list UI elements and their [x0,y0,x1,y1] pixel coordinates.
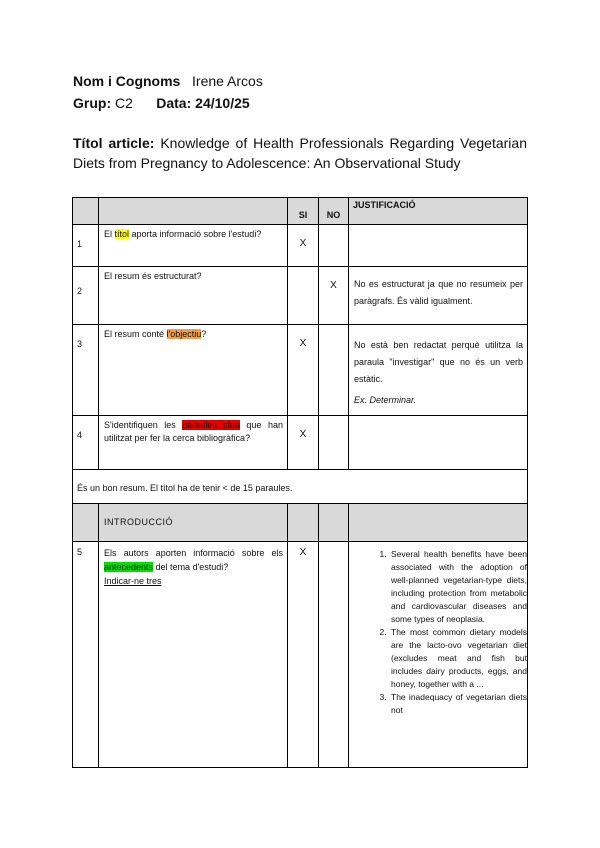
note-row [73,470,528,504]
row-number: 2 [73,267,99,325]
section-just-cell [349,504,528,542]
antecedents-clip [349,548,527,761]
table-row [73,225,528,267]
list-item: 2. The most common dietary models are the lacto-ovo vegetarian diet (excludes meat and fish but includes dairy products, eggs, and honey, together with a ... [389,626,527,691]
col-si-header: SI [288,198,319,225]
question-text-rest: aporta informació sobre l'estudi? [129,229,262,239]
header-num-cell [73,198,99,225]
question-cell [99,225,288,267]
row-number: 3 [73,325,99,416]
table-row [73,325,528,416]
section-title: INTRODUCCIÓ [99,504,288,542]
justification-cell [349,542,528,768]
no-mark [319,416,349,470]
name-label: Nom i Cognoms [73,73,181,89]
si-mark: X [288,225,319,267]
group-date-row [73,94,263,116]
no-mark [319,225,349,267]
si-mark: X [288,416,319,470]
question-cell [99,542,288,768]
section-si-cell [288,504,319,542]
highlight-keyword: títol [114,229,130,239]
highlight-keyword: antecedents [104,562,154,572]
table-header-row [73,198,528,225]
name-value: Irene Arcos [192,73,263,89]
question-text-rest: del tema d'estudi? [153,562,229,572]
table-row [73,542,528,768]
highlight-keyword: paraules clau [182,420,240,430]
indicate-three-link: Indicar-ne tres [104,576,162,586]
justification-cell: No es estructurat ja que no resumeix per paràgrafs. És vàlid igualment. [349,267,528,325]
row-number: 5 [73,542,99,768]
question-text: S'identifiquen les [104,420,183,430]
no-mark [319,542,349,768]
question-text-rest: ? [201,329,207,339]
question-cell [99,416,288,470]
col-no-header: NO [319,198,349,225]
justification-cell [349,225,528,267]
si-mark [288,267,319,325]
no-mark: X [319,267,349,325]
question-text: El resum conté [104,329,167,339]
question-cell [99,267,288,325]
row-number: 1 [73,225,99,267]
question-text-rest: que han utilitzat per fer la cerca bibliogràfica? [104,420,283,443]
list-item: 3. The inadequacy of vegetarian diets not [389,691,527,717]
justification-text: No està ben redactat perquè utilitza la paraula "investigar" que no és un verb estàtic. [354,340,523,384]
highlight-keyword: l'objectiu [166,329,202,339]
justification-cell [349,416,528,470]
no-mark [319,325,349,416]
article-title-block [73,133,527,173]
group-label: Grup: [73,95,112,111]
antecedents-list [349,548,527,717]
si-mark: X [288,542,319,768]
question-cell [99,325,288,416]
section-num-cell [73,504,99,542]
name-row [73,72,263,94]
si-mark: X [288,325,319,416]
question-text: El [104,229,115,239]
note-cell: És un bon resum. El títol ha de tenir < de 15 paraules. [73,470,528,504]
justification-cell [349,325,528,416]
section-header-row [73,504,528,542]
article-label: Títol article: [73,135,155,151]
date-label: Data: [156,95,192,111]
row-number: 4 [73,416,99,470]
date-value: 24/10/25 [195,95,250,111]
question-text: El resum és estructurat? [104,271,202,281]
section-no-cell [319,504,349,542]
justification-example: Ex. Determinar. [354,395,417,405]
question-text: Els autors aporten informació sobre els [104,548,283,558]
student-header [73,72,263,116]
evaluation-table [72,197,528,768]
table-row [73,267,528,325]
table-row [73,416,528,470]
group-value: C2 [115,95,133,111]
col-justificacio-header: JUSTIFICACIÓ [349,198,528,225]
header-question-cell [99,198,288,225]
article-title: Knowledge of Health Professionals Regarding Vegetarian Diets from Pregnancy to Adolescence: An Observational Study [73,135,527,171]
list-item: 1. Several health benefits have been associated with the adoption of well-planned vegetarian-type diets, including protection from metabolic and cardiovascular diseases and some types of neoplasia. [389,548,527,626]
